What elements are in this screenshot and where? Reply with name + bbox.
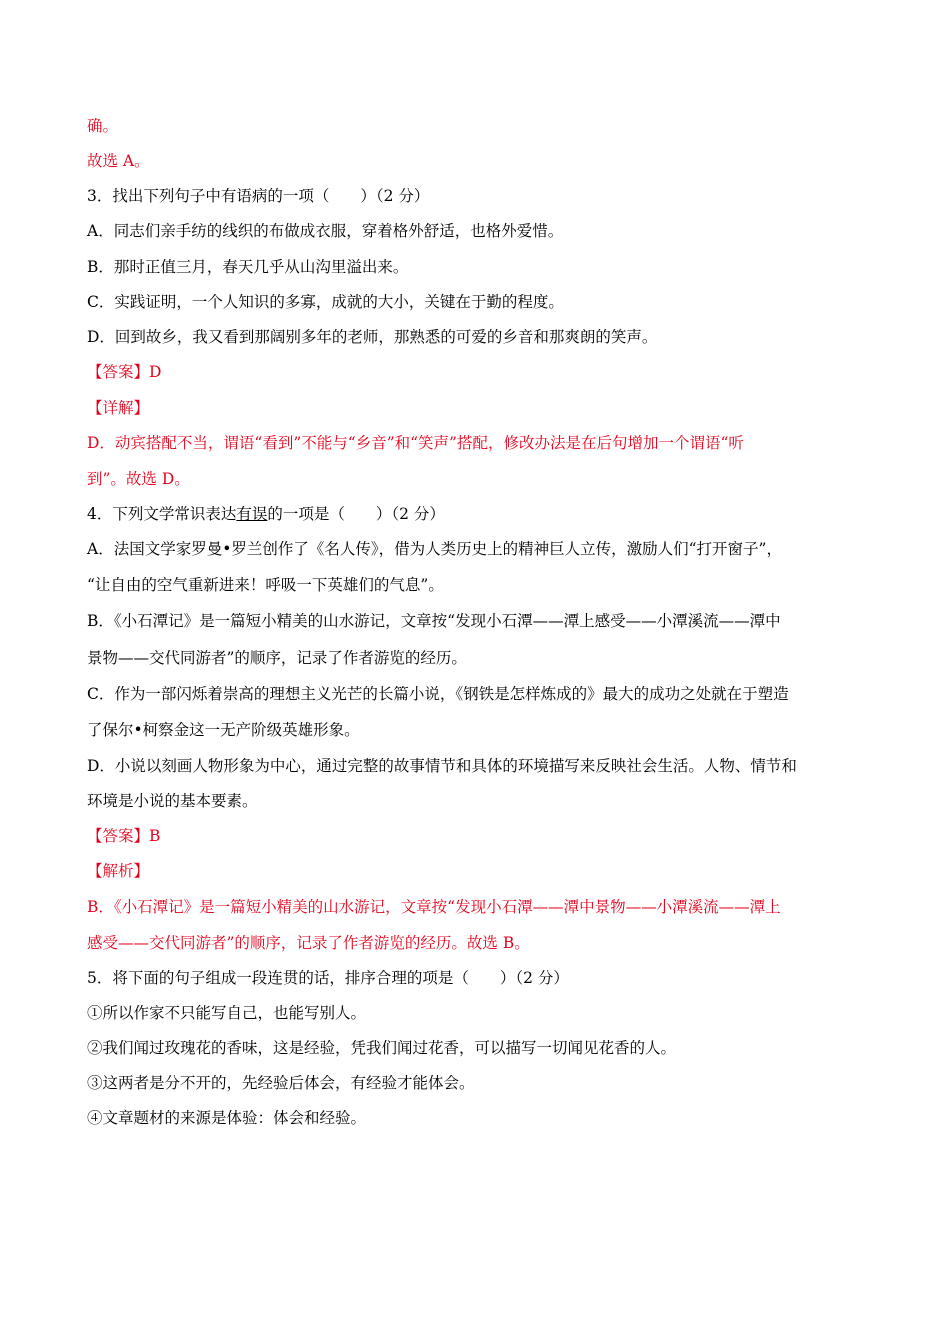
question-4-stem — [87, 503, 867, 525]
q3-analysis-line-1: D．动宾搭配不当，谓语“看到”不能与“乡音”和“笑声”搭配，修改办法是在后句增加一个谓语“听 — [87, 434, 744, 452]
q4-option-c-line-2: 了保尔•柯察金这一无产阶级英雄形象。 — [87, 721, 360, 739]
q5-item-4: ④文章题材的来源是体验：体会和经验。 — [87, 1109, 367, 1127]
q4-option-d-line-1: D．小说以刻画人物形象为中心，通过完整的故事情节和具体的环境描写来反映社会生活。人物、情节和 — [87, 757, 797, 775]
q5-item-2: ②我们闻过玫瑰花的香味，这是经验，凭我们闻过花香，可以描写一切闻见花香的人。 — [87, 1039, 677, 1057]
q5-item-1: ①所以作家不只能写自己，也能写别人。 — [87, 1004, 367, 1022]
q4-stem-post: 的一项是（ ）（2 分） — [267, 505, 445, 523]
prev-analysis-tail: 确。 — [87, 117, 119, 135]
q4-analysis-label: 【解析】 — [87, 862, 150, 880]
q3-option-a: A．同志们亲手纺的线织的布做成衣服，穿着格外舒适，也格外爱惜。 — [87, 222, 564, 240]
prev-choice: 故选 A。 — [87, 152, 150, 170]
q3-analysis-line-2: 到”。故选 D。 — [87, 470, 190, 488]
q3-option-c: C．实践证明，一个人知识的多寡，成就的大小，关键在于勤的程度。 — [87, 293, 564, 311]
q3-option-d: D．回到故乡，我又看到那阔别多年的老师，那熟悉的可爱的乡音和那爽朗的笑声。 — [87, 328, 658, 346]
q3-option-b: B．那时正值三月，春天几乎从山沟里溢出来。 — [87, 258, 409, 276]
question-3-stem: 3．找出下列句子中有语病的一项（ ）（2 分） — [87, 187, 430, 205]
q4-answer: 【答案】B — [87, 827, 161, 845]
q3-answer: 【答案】D — [87, 363, 162, 381]
q4-analysis-line-2: 感受——交代同游者”的顺序，记录了作者游览的经历。故选 B。 — [87, 934, 530, 952]
q4-option-a-line-1: A．法国文学家罗曼•罗兰创作了《名人传》，借为人类历史上的精神巨人立传，激励人们“打开窗子”， — [87, 540, 782, 558]
question-5-stem: 5．将下面的句子组成一段连贯的话，排序合理的项是（ ）（2 分） — [87, 969, 569, 987]
q4-analysis-line-1: B．《小石潭记》是一篇短小精美的山水游记，文章按“发现小石潭——潭中景物——小潭溪流——潭上 — [87, 898, 781, 916]
q5-item-3: ③这两者是分不开的，先经验后体会，有经验才能体会。 — [87, 1074, 475, 1092]
q4-option-d-line-2: 环境是小说的基本要素。 — [87, 792, 258, 810]
q4-option-b-line-2: 景物——交代同游者”的顺序，记录了作者游览的经历。 — [87, 649, 467, 667]
q4-option-a-line-2: “让自由的空气重新进来！呼吸一下英雄们的气息”。 — [87, 576, 444, 594]
q4-stem-underlined: 有误 — [236, 505, 268, 523]
q4-stem-pre: 4．下列文学常识表达 — [87, 505, 237, 523]
q4-option-c-line-1: C．作为一部闪烁着崇高的理想主义光芒的长篇小说，《钢铁是怎样炼成的》最大的成功之处就在于塑造 — [87, 685, 789, 703]
q3-analysis-label: 【详解】 — [87, 399, 150, 417]
q4-option-b-line-1: B．《小石潭记》是一篇短小精美的山水游记，文章按“发现小石潭——潭上感受——小潭溪流——潭中 — [87, 612, 781, 630]
